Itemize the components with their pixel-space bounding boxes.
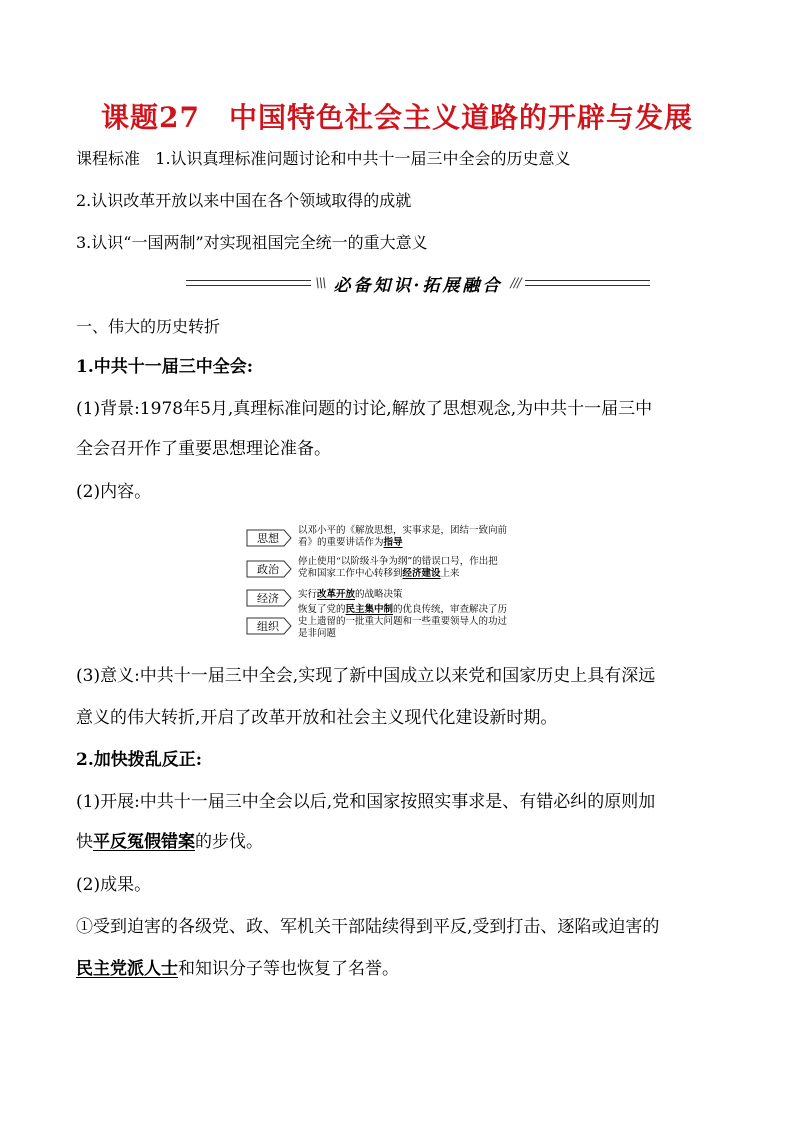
item1-background-line-2: 全会召开作了重要思想理论准备。 <box>76 439 331 459</box>
section-banner <box>186 272 650 294</box>
item1-meaning-line-1: (3)意义:中共十一届三中全会,实现了新中国成立以来党和国家历史上具有深远 <box>76 666 656 686</box>
item2-develop-line-1: (1)开展:中共十一届三中全会以后,党和国家按照实事求是、有错必纠的原则加 <box>76 792 656 812</box>
item1-content-label: (2)内容。 <box>76 482 152 502</box>
diagram-category-economy: 经济 <box>246 589 290 607</box>
section-heading: 一、伟大的历史转折 <box>76 317 221 336</box>
standard-line-1 <box>76 148 571 170</box>
diagram-text-politics: 停止使用“以阶级斗争为纲”的错误口号，作出把 党和国家工作中心转移到经济建设上来 <box>298 556 498 579</box>
diagram-category-organization: 组织 <box>246 617 290 635</box>
banner-rule-right <box>525 280 650 286</box>
content-diagram <box>246 525 556 643</box>
banner-slash-right: /// <box>510 275 521 291</box>
standard-item-1: 1.认识真理标准问题讨论和中共十一届三中全会的历史意义 <box>155 149 571 168</box>
item2-result-label: (2)成果。 <box>76 875 152 895</box>
diagram-category-thought: 思想 <box>246 529 290 547</box>
banner-rule-left <box>186 280 311 286</box>
diagram-category-politics: 政治 <box>246 560 290 578</box>
key-term-democratic-parties: 民主党派人士 <box>76 959 178 979</box>
page-title: 课题27 中国特色社会主义道路的开辟与发展 <box>101 101 693 134</box>
item2-develop-line-2: 快平反冤假错案的步伐。 <box>76 832 263 852</box>
item2-result-1-line-1: ①受到迫害的各级党、政、军机关干部陆续得到平反,受到打击、逐陷或迫害的 <box>76 917 660 937</box>
diagram-text-thought: 以邓小平的《解放思想，实事求是，团结一致向前 看》的重要讲话作为指导 <box>298 525 508 548</box>
diagram-text-organization: 恢复了党的民主集中制的优良传统，审查解决了历 史上遗留的一批重大问题和一些重要领导人的功过 是非问题 <box>298 604 508 639</box>
standard-item-3: 3.认识“一国两制”对实现祖国完全统一的重大意义 <box>76 233 428 252</box>
item1-heading: 1.中共十一届三中全会: <box>76 357 254 377</box>
item2-heading: 2.加快拨乱反正: <box>76 750 203 770</box>
item1-background-line-1: (1)背景:1978年5月,真理标准问题的讨论,解放了思想观念,为中共十一届三中 <box>76 399 653 419</box>
item1-meaning-line-2: 意义的伟大转折,开启了改革开放和社会主义现代化建设新时期。 <box>76 708 558 728</box>
item2-result-1-line-2: 民主党派人士和知识分子等也恢复了名誉。 <box>76 959 399 979</box>
standard-label: 课程标准 <box>76 149 141 168</box>
key-term-rehabilitation: 平反冤假错案 <box>93 832 195 852</box>
banner-slash-left: \\\ <box>315 275 326 291</box>
standard-item-2: 2.认识改革开放以来中国在各个领域取得的成就 <box>76 191 412 210</box>
banner-title: 必备知识·拓展融合 <box>333 275 503 296</box>
diagram-text-economy: 实行改革开放的战略决策 <box>298 589 403 600</box>
